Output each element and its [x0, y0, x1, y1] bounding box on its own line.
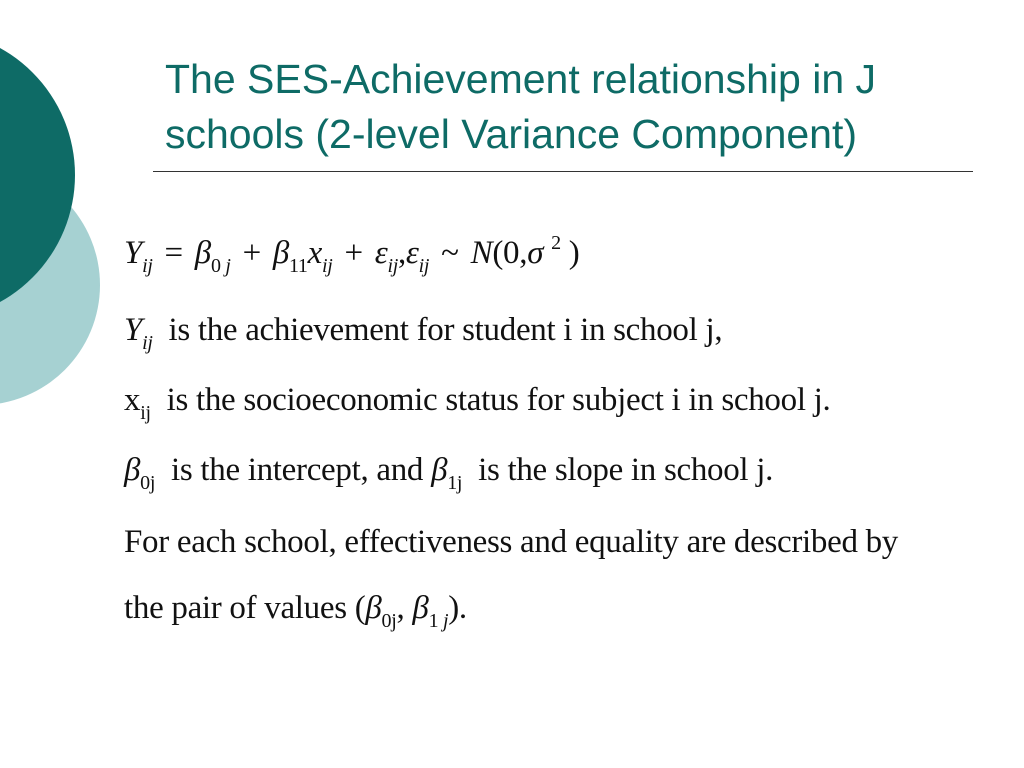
- model-equation: [124, 232, 580, 277]
- pair-beta0-sub: 0j: [381, 610, 397, 632]
- eq-beta11-sub: 11: [288, 255, 308, 277]
- eq-equals: =: [164, 235, 183, 271]
- eq-x-sub: ij: [322, 255, 333, 277]
- eq-Y: Y: [124, 235, 143, 271]
- def-x-sub: ij: [140, 402, 151, 424]
- definition-x: [124, 380, 831, 424]
- def-x-symbol: x: [124, 382, 141, 418]
- eq-beta0-sub: 0: [210, 255, 221, 277]
- eq-Y-sub: ij: [142, 255, 153, 277]
- title-divider: [153, 171, 973, 172]
- eq-beta0-j: j: [225, 255, 231, 277]
- eq-close: ): [568, 235, 580, 271]
- eq-sigma: σ: [527, 235, 544, 271]
- eq-epsilon-2: ε: [405, 235, 419, 271]
- eq-epsilon-1-sub: ij: [387, 255, 398, 277]
- summary-line-2: [124, 588, 467, 632]
- slide-title: The SES-Achievement relationship in J schools (2-level Variance Component): [165, 56, 877, 157]
- eq-plus-1: +: [242, 235, 261, 271]
- def-beta0-symbol: β: [124, 452, 141, 488]
- pair-beta1-sub: 1: [428, 610, 439, 632]
- definition-beta: [124, 450, 774, 494]
- def-beta1-symbol: β: [431, 452, 448, 488]
- summary-suffix: ).: [448, 590, 467, 626]
- eq-sigma-squared: 2: [551, 232, 561, 254]
- pair-beta1: β: [412, 590, 429, 626]
- def-x-text: is the socioeconomic status for subject i in school j.: [166, 382, 831, 418]
- def-beta1-sub: 1j: [447, 472, 463, 494]
- eq-comma: ,: [397, 235, 406, 271]
- def-y-text: is the achievement for student i in school j,: [168, 312, 723, 348]
- decorative-circles: [0, 0, 120, 420]
- pair-beta0: β: [365, 590, 382, 626]
- def-y-symbol: Y: [124, 312, 143, 348]
- summary-prefix: the pair of values (: [124, 590, 366, 626]
- def-y-sub: ij: [142, 332, 153, 354]
- def-beta1-text: is the slope in school j.: [478, 452, 774, 488]
- eq-open: (0,: [492, 235, 528, 271]
- pair-comma: ,: [396, 590, 405, 626]
- eq-beta0: β: [194, 235, 211, 271]
- definition-y: [124, 310, 723, 354]
- def-beta0-sub: 0j: [140, 472, 156, 494]
- def-beta0-text: is the intercept, and: [171, 452, 424, 488]
- pair-beta1-j: j: [442, 610, 449, 632]
- eq-epsilon-2-sub: ij: [418, 255, 430, 277]
- eq-x: x: [307, 235, 322, 271]
- eq-tilde: ~: [441, 235, 459, 271]
- eq-plus-2: +: [344, 235, 363, 271]
- eq-beta11: β: [272, 235, 289, 271]
- eq-epsilon-1: ε: [374, 235, 388, 271]
- eq-N: N: [470, 235, 493, 271]
- summary-line-1: For each school, effectiveness and equality are described by: [124, 524, 899, 560]
